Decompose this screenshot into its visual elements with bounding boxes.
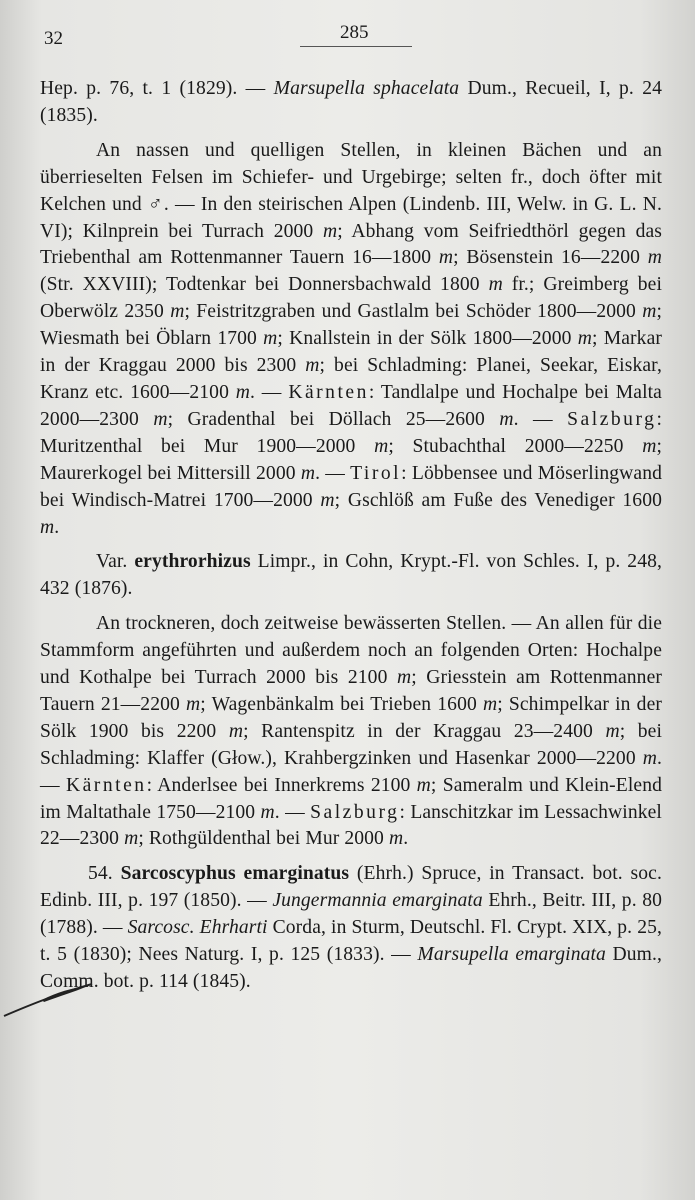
text-run: Limpr., in Cohn, Krypt.-Fl. von Schles. I, p. 248, 432 (1876).: [40, 551, 662, 600]
unit-m: m: [170, 301, 185, 323]
text-run: Dum., Recueil, I, p. 24 (1835).: [40, 78, 662, 126]
text-run: : Lanschitzkar im Lessachwinkel 22—2300: [40, 801, 662, 850]
unit-m: m: [40, 516, 55, 538]
text-run: : Muritzenthal bei Mur 1900—2000: [40, 408, 662, 457]
text-run: . —: [513, 408, 568, 430]
species-name: Sarcoscyphus emarginatus: [120, 863, 350, 885]
text-run: Corda, in Sturm, Deutschl. Fl. Crypt. XIX, p. 25, t. 5 (1830); Nees Naturg. I, p. 125 (1833). —: [40, 917, 662, 966]
region-name: Kärnten: [288, 381, 369, 403]
text-run: ; Wiesmath bei Öblarn 1700: [40, 301, 662, 350]
unit-m: m: [323, 220, 338, 242]
text-run: ; bei Schladming: Planei, Seekar, Eiskar, Kranz etc. 1600—2100: [40, 355, 662, 403]
text-run: . —: [250, 381, 289, 403]
region-name: Tirol: [350, 462, 402, 484]
text-run: ; Wagenbänkalm bei Trieben 1600: [200, 693, 483, 715]
text-run: ; Maurerkogel bei Mittersill 2000: [40, 435, 663, 484]
text-run: Ehrh., Beitr. III, p. 80 (1788). —: [40, 890, 662, 939]
synonym-name: Jungermannia emarginata: [272, 890, 483, 912]
synonym-name: Sarcosc. Ehrharti: [127, 917, 268, 939]
text-run: : Tandlalpe und Hochalpe bei Malta 2000—2300: [40, 381, 662, 430]
text-run: ; Griesstein am Rottenmanner Tauern 21—2200: [40, 667, 663, 715]
unit-m: m: [605, 720, 620, 742]
paragraph-gap: [40, 541, 662, 549]
text-run: ; Gradenthal bei Döllach 25—2600: [167, 408, 500, 430]
text-run: ; Abhang vom Seifriedthörl gegen das Triebenthal am Rottenmanner Tauern 16—1800: [40, 220, 662, 269]
text-run: Hep. p. 76, t. 1 (1829). —: [40, 78, 274, 99]
text-run: ; Markar in der Kraggau 2000 bis 2300: [40, 328, 662, 377]
text-run: (Ehrh.) Spruce, in Transact. bot. soc. Edinb. III, p. 197 (1850). —: [40, 863, 662, 912]
page-header: [0, 22, 695, 52]
text-run: ; Schimpelkar in der Sölk 1900 bis 2200: [40, 693, 662, 742]
text-run: An nassen und quelligen Stellen, in kleinen Bächen und an überrieselten Felsen im Schiefer- und Urgebirge; selten fr., doch öfter mit Kelchen und ♂. — In den steirischen Alpen (Lindenb. III, Welw. in G. L. N. VI); Kilnprein bei Turrach 2000: [40, 139, 662, 242]
unit-m: m: [396, 667, 412, 689]
paragraph-species-entry: [40, 861, 662, 996]
unit-m: m: [482, 693, 498, 715]
paragraph-citation-continuation: [40, 76, 662, 130]
unit-m: m: [488, 274, 503, 296]
unit-m: m: [647, 247, 662, 269]
unit-m: m: [374, 435, 389, 457]
text-run: ; Feistritzgraben und Gastlalm bei Schöder 1800—2000: [184, 301, 643, 323]
text-run: ; Knallstein in der Sölk 1800—2000: [277, 328, 578, 350]
region-name: Salzburg: [567, 408, 657, 430]
text-run: . —: [315, 462, 351, 484]
variety-name: erythrorhizus: [134, 551, 251, 573]
text-run: .: [54, 516, 60, 538]
region-name: Salzburg: [310, 801, 400, 823]
text-run: fr.; Greimberg bei Oberwölz 2350: [40, 274, 662, 323]
unit-m: m: [153, 408, 168, 430]
text-run: .: [403, 828, 409, 850]
pencil-mark-icon: [2, 980, 94, 1020]
left-page-number: 32: [44, 28, 63, 49]
paragraph-variety: [40, 549, 662, 603]
text-run: ; Sameralm und Klein-Elend im Maltathale 1750—2100: [40, 774, 662, 823]
unit-m: m: [577, 328, 592, 350]
text-run: ; Bösenstein 16—2200: [453, 247, 648, 269]
text-run: ; bei Schladming: Klaffer (Głow.), Krahbergzinken und Hasenkar 2000—2200: [40, 720, 663, 769]
paragraph-gap: [40, 130, 662, 138]
header-rule: [300, 46, 412, 47]
unit-m: m: [642, 435, 657, 457]
unit-m: m: [642, 747, 657, 769]
species-name: Marsupella sphacelata: [273, 78, 460, 99]
unit-m: m: [438, 247, 454, 269]
page-body: [40, 76, 662, 996]
text-run: . —: [274, 801, 311, 823]
text-run: Dum., Comm. bot. p. 114 (1845).: [40, 944, 663, 992]
region-name: Kärnten: [65, 774, 147, 796]
entry-number: 54.: [88, 863, 121, 885]
unit-m: m: [260, 801, 275, 823]
text-run: : Anderlsee bei Innerkrems 2100: [146, 774, 417, 796]
unit-m: m: [186, 693, 201, 715]
text-run: : Löbbensee und Möserlingwand bei Windisch-Matrei 1700—2000: [40, 462, 662, 511]
paragraph-localities: [40, 138, 662, 542]
unit-m: m: [320, 489, 335, 511]
unit-m: m: [305, 355, 320, 377]
text-run: ; Gschlöß am Fuße des Venediger 1600: [334, 489, 662, 511]
paragraph-gap: [40, 853, 662, 861]
unit-m: m: [416, 774, 431, 796]
unit-m: m: [228, 720, 244, 742]
unit-m: m: [642, 301, 657, 323]
unit-m: m: [300, 462, 316, 484]
center-page-number: 285: [340, 22, 369, 43]
text-run: ; Stubachthal 2000—2250: [388, 435, 643, 457]
text-run: . —: [40, 747, 662, 796]
unit-m: m: [124, 828, 139, 850]
text-run: ; Rantenspitz in der Kraggau 23—2400: [243, 720, 606, 742]
text-run: ; Rothgüldenthal bei Mur 2000: [138, 828, 389, 850]
paragraph-gap: [40, 603, 662, 611]
paragraph-variety-localities: [40, 611, 662, 853]
text-run: (Str. XXVIII); Todtenkar bei Donnersbachwald 1800: [40, 274, 489, 296]
unit-m: m: [388, 828, 404, 850]
unit-m: m: [263, 328, 278, 350]
text-run: Var.: [96, 551, 135, 573]
unit-m: m: [499, 408, 514, 430]
unit-m: m: [235, 381, 251, 403]
text-run: An trockneren, doch zeitweise bewässerten Stellen. — An allen für die Stammform angeführten und außerdem noch an folgenden Orten: Hochalpe und Kothalpe bei Turrach 2000 bis 2100: [40, 613, 662, 689]
synonym-name: Marsupella emarginata: [417, 944, 606, 966]
